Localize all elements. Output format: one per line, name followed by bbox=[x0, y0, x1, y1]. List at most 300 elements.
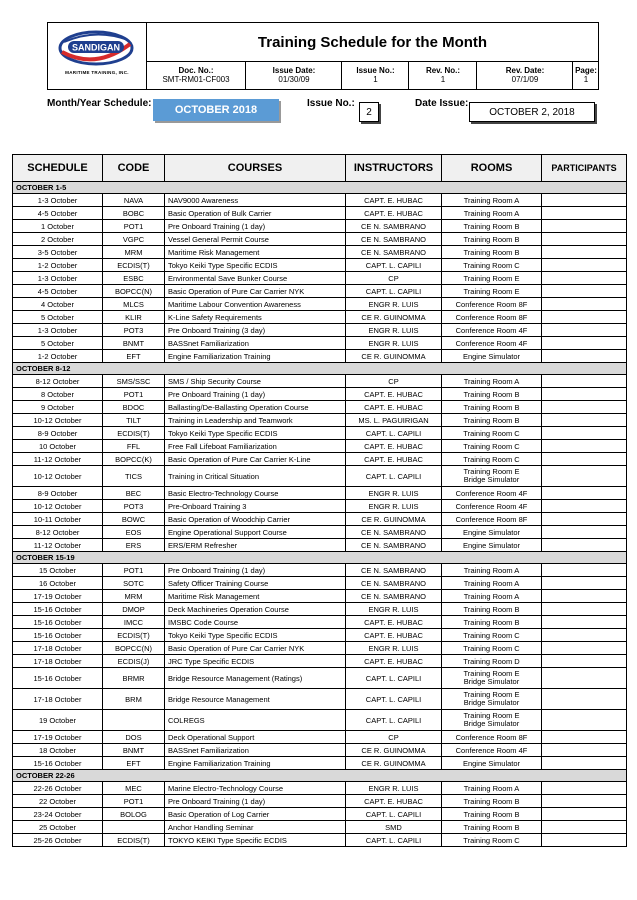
participants-cell bbox=[542, 220, 627, 233]
room-cell: Training Room A bbox=[442, 564, 542, 577]
code-cell: POT1 bbox=[103, 220, 165, 233]
instructor-cell: CE N. SAMBRANO bbox=[346, 220, 442, 233]
schedule-cell: 4 October bbox=[13, 298, 103, 311]
schedule-cell: 8 October bbox=[13, 388, 103, 401]
course-cell: Basic Electro-Technology Course bbox=[165, 487, 346, 500]
table-row bbox=[13, 808, 627, 821]
table-row bbox=[13, 539, 627, 552]
instructor-cell: ENGR R. LUIS bbox=[346, 337, 442, 350]
schedule-cell: 4-5 October bbox=[13, 207, 103, 220]
col-header-courses: COURSES bbox=[165, 155, 346, 182]
doc-meta-4 bbox=[476, 62, 573, 89]
room-cell: Training Room A bbox=[442, 194, 542, 207]
room-cell: Training Room D bbox=[442, 655, 542, 668]
room-cell: Training Room C bbox=[442, 259, 542, 272]
instructor-cell: ENGR R. LUIS bbox=[346, 642, 442, 655]
participants-cell bbox=[542, 577, 627, 590]
participants-cell bbox=[542, 401, 627, 414]
schedule-cell: 5 October bbox=[13, 311, 103, 324]
doc-meta-label: Doc. No.: bbox=[178, 66, 214, 75]
schedule-cell: 22 October bbox=[13, 795, 103, 808]
room-cell: Training Room B bbox=[442, 401, 542, 414]
instructor-cell: CAPT. E. HUBAC bbox=[346, 207, 442, 220]
schedule-cell: 15-16 October bbox=[13, 629, 103, 642]
table-row bbox=[13, 744, 627, 757]
table-row bbox=[13, 207, 627, 220]
course-cell: Training in Critical Situation bbox=[165, 466, 346, 487]
table-row bbox=[13, 616, 627, 629]
schedule-cell: 10 October bbox=[13, 440, 103, 453]
course-cell: Ballasting/De-Ballasting Operation Course bbox=[165, 401, 346, 414]
table-row bbox=[13, 629, 627, 642]
code-cell: DMOP bbox=[103, 603, 165, 616]
section-title: OCTOBER 8-12 bbox=[13, 363, 627, 375]
instructor-cell: CAPT. L. CAPILI bbox=[346, 466, 442, 487]
logo-text: SANDIGAN bbox=[71, 42, 121, 53]
course-cell: Maritime Labour Convention Awareness bbox=[165, 298, 346, 311]
doc-meta-value: 1 bbox=[583, 75, 589, 84]
doc-meta-1 bbox=[245, 62, 342, 89]
table-row bbox=[13, 311, 627, 324]
schedule-cell: 15-16 October bbox=[13, 757, 103, 770]
code-cell: BNMT bbox=[103, 337, 165, 350]
table-row bbox=[13, 564, 627, 577]
instructor-cell: CAPT. L. CAPILI bbox=[346, 668, 442, 689]
participants-cell bbox=[542, 285, 627, 298]
room-cell: Training Room B bbox=[442, 246, 542, 259]
course-cell: SMS / Ship Security Course bbox=[165, 375, 346, 388]
table-row bbox=[13, 577, 627, 590]
course-cell: Pre Onboard Training (1 day) bbox=[165, 220, 346, 233]
schedule-cell: 15-16 October bbox=[13, 603, 103, 616]
schedule-cell: 25-26 October bbox=[13, 834, 103, 847]
schedule-cell: 1-3 October bbox=[13, 324, 103, 337]
room-cell: Conference Room 4F bbox=[442, 337, 542, 350]
room-cell: Training Room B bbox=[442, 616, 542, 629]
instructor-cell: CAPT. E. HUBAC bbox=[346, 655, 442, 668]
code-cell: TILT bbox=[103, 414, 165, 427]
table-row bbox=[13, 590, 627, 603]
instructor-cell: CAPT. E. HUBAC bbox=[346, 616, 442, 629]
schedule-cell: 2 October bbox=[13, 233, 103, 246]
room-cell: Training Room C bbox=[442, 629, 542, 642]
code-cell: FFL bbox=[103, 440, 165, 453]
room-cell: Conference Room 8F bbox=[442, 311, 542, 324]
participants-cell bbox=[542, 757, 627, 770]
table-row bbox=[13, 668, 627, 689]
code-cell: ECDIS(T) bbox=[103, 834, 165, 847]
room-cell: Training Room C bbox=[442, 834, 542, 847]
table-row bbox=[13, 795, 627, 808]
room-cell: Training Room C bbox=[442, 440, 542, 453]
section-title: OCTOBER 15-19 bbox=[13, 552, 627, 564]
course-cell: Training in Leadership and Teamwork bbox=[165, 414, 346, 427]
course-cell: Pre-Onboard Training 3 bbox=[165, 500, 346, 513]
participants-cell bbox=[542, 233, 627, 246]
schedule-cell: 10-12 October bbox=[13, 500, 103, 513]
participants-cell bbox=[542, 795, 627, 808]
participants-cell bbox=[542, 350, 627, 363]
col-header-instructors: INSTRUCTORS bbox=[346, 155, 442, 182]
instructor-cell: CE N. SAMBRANO bbox=[346, 246, 442, 259]
instructor-cell: ENGR R. LUIS bbox=[346, 298, 442, 311]
schedule-cell: 10-12 October bbox=[13, 466, 103, 487]
participants-cell bbox=[542, 821, 627, 834]
participants-cell bbox=[542, 194, 627, 207]
doc-meta-value: SMT-RM01-CF003 bbox=[162, 75, 230, 84]
doc-meta-value: 01/30/09 bbox=[278, 75, 310, 84]
instructor-cell: CP bbox=[346, 272, 442, 285]
instructor-cell: CE R. GUINOMMA bbox=[346, 744, 442, 757]
code-cell: SOTC bbox=[103, 577, 165, 590]
document-header bbox=[47, 22, 599, 90]
course-cell: Engine Familiarization Training bbox=[165, 757, 346, 770]
instructor-cell: CAPT. L. CAPILI bbox=[346, 834, 442, 847]
room-cell: Training Room A bbox=[442, 375, 542, 388]
schedule-cell: 23-24 October bbox=[13, 808, 103, 821]
schedule-cell: 15-16 October bbox=[13, 616, 103, 629]
schedule-cell: 11-12 October bbox=[13, 539, 103, 552]
schedule-cell: 9 October bbox=[13, 401, 103, 414]
instructor-cell: ENGR R. LUIS bbox=[346, 487, 442, 500]
code-cell: IMCC bbox=[103, 616, 165, 629]
course-cell: K-Line Safety Requirements bbox=[165, 311, 346, 324]
participants-cell bbox=[542, 337, 627, 350]
room-cell: Training Room E bbox=[442, 285, 542, 298]
course-cell: Basic Operation of Pure Car Carrier NYK bbox=[165, 642, 346, 655]
participants-cell bbox=[542, 689, 627, 710]
col-header-schedule: SCHEDULE bbox=[13, 155, 103, 182]
table-row bbox=[13, 603, 627, 616]
room-cell: Conference Room 8F bbox=[442, 731, 542, 744]
code-cell: EFT bbox=[103, 350, 165, 363]
col-header-rooms: ROOMS bbox=[442, 155, 542, 182]
col-header-participants: PARTICIPANTS bbox=[542, 155, 627, 182]
schedule-cell: 8-12 October bbox=[13, 375, 103, 388]
code-cell: EOS bbox=[103, 526, 165, 539]
code-cell: EFT bbox=[103, 757, 165, 770]
code-cell: VGPC bbox=[103, 233, 165, 246]
section-header-row bbox=[13, 770, 627, 782]
instructor-cell: CAPT. E. HUBAC bbox=[346, 401, 442, 414]
course-cell: Pre Onboard Training (3 day) bbox=[165, 324, 346, 337]
participants-cell bbox=[542, 487, 627, 500]
code-cell: ECDIS(J) bbox=[103, 655, 165, 668]
table-row bbox=[13, 427, 627, 440]
room-cell: Training Room B bbox=[442, 603, 542, 616]
instructor-cell: MS. L. PAGUIRIGAN bbox=[346, 414, 442, 427]
instructor-cell: CE N. SAMBRANO bbox=[346, 590, 442, 603]
doc-meta-value: 1 bbox=[373, 75, 378, 84]
table-row bbox=[13, 757, 627, 770]
room-cell: Conference Room 8F bbox=[442, 513, 542, 526]
participants-cell bbox=[542, 590, 627, 603]
course-cell: Maritime Risk Management bbox=[165, 590, 346, 603]
participants-cell bbox=[542, 668, 627, 689]
table-row bbox=[13, 782, 627, 795]
course-cell: Pre Onboard Training (1 day) bbox=[165, 795, 346, 808]
code-cell: TICS bbox=[103, 466, 165, 487]
course-cell: COLREGS bbox=[165, 710, 346, 731]
instructor-cell: CAPT. L. CAPILI bbox=[346, 710, 442, 731]
table-row bbox=[13, 710, 627, 731]
date-issue-value: OCTOBER 2, 2018 bbox=[469, 102, 595, 122]
participants-cell bbox=[542, 603, 627, 616]
doc-meta-5 bbox=[572, 62, 599, 89]
schedule-cell: 17-19 October bbox=[13, 590, 103, 603]
instructor-cell: CE N. SAMBRANO bbox=[346, 526, 442, 539]
table-row bbox=[13, 233, 627, 246]
room-cell: Training Room A bbox=[442, 590, 542, 603]
course-cell: Engine Operational Support Course bbox=[165, 526, 346, 539]
room-cell: Training Room E bbox=[442, 272, 542, 285]
sandigan-logo-icon bbox=[58, 30, 134, 66]
room-cell: Training Room A bbox=[442, 782, 542, 795]
doc-meta-0 bbox=[147, 62, 245, 89]
schedule-cell: 1-2 October bbox=[13, 259, 103, 272]
course-cell: Tokyo Keiki Type Specific ECDIS bbox=[165, 629, 346, 642]
doc-meta-label: Issue No.: bbox=[356, 66, 395, 75]
logo-cell bbox=[48, 23, 147, 89]
code-cell: BOPCC(K) bbox=[103, 453, 165, 466]
room-cell: Training Room A bbox=[442, 577, 542, 590]
table-row bbox=[13, 414, 627, 427]
instructor-cell: CE R. GUINOMMA bbox=[346, 757, 442, 770]
code-cell: ESBC bbox=[103, 272, 165, 285]
room-cell: Engine Simulator bbox=[442, 526, 542, 539]
doc-meta-value: 1 bbox=[440, 75, 446, 84]
course-cell: Environmental Save Bunker Course bbox=[165, 272, 346, 285]
course-cell: Deck Operational Support bbox=[165, 731, 346, 744]
schedule-cell: 8-9 October bbox=[13, 487, 103, 500]
participants-cell bbox=[542, 616, 627, 629]
room-cell: Conference Room 4F bbox=[442, 324, 542, 337]
code-cell: BOPCC(N) bbox=[103, 285, 165, 298]
table-row bbox=[13, 834, 627, 847]
code-cell: NAVA bbox=[103, 194, 165, 207]
doc-meta-2 bbox=[341, 62, 409, 89]
room-cell: Training Room B bbox=[442, 388, 542, 401]
section-title: OCTOBER 22-26 bbox=[13, 770, 627, 782]
code-cell: ECDIS(T) bbox=[103, 427, 165, 440]
schedule-cell: 17-18 October bbox=[13, 655, 103, 668]
table-row bbox=[13, 731, 627, 744]
course-cell: Maritime Risk Management bbox=[165, 246, 346, 259]
room-cell: Training Room C bbox=[442, 427, 542, 440]
table-row bbox=[13, 375, 627, 388]
instructor-cell: CAPT. L. CAPILI bbox=[346, 285, 442, 298]
table-row bbox=[13, 337, 627, 350]
instructor-cell: CE R. GUINOMMA bbox=[346, 513, 442, 526]
participants-cell bbox=[542, 782, 627, 795]
doc-meta-label: Rev. Date: bbox=[505, 66, 545, 75]
table-row bbox=[13, 642, 627, 655]
table-row bbox=[13, 689, 627, 710]
room-cell: Training Room B bbox=[442, 233, 542, 246]
room-cell: Engine Simulator bbox=[442, 539, 542, 552]
participants-cell bbox=[542, 808, 627, 821]
instructor-cell: CAPT. E. HUBAC bbox=[346, 629, 442, 642]
room-cell: Training Room E Bridge Simulator bbox=[442, 668, 542, 689]
participants-cell bbox=[542, 629, 627, 642]
participants-cell bbox=[542, 655, 627, 668]
code-cell: BNMT bbox=[103, 744, 165, 757]
schedule-cell: 18 October bbox=[13, 744, 103, 757]
schedule-cell: 1-2 October bbox=[13, 350, 103, 363]
course-cell: Basic Operation of Woodchip Carrier bbox=[165, 513, 346, 526]
code-cell: SMS/SSC bbox=[103, 375, 165, 388]
instructor-cell: CAPT. E. HUBAC bbox=[346, 453, 442, 466]
course-cell: BASSnet Familiarization bbox=[165, 744, 346, 757]
instructor-cell: SMD bbox=[346, 821, 442, 834]
code-cell: KLIR bbox=[103, 311, 165, 324]
room-cell: Training Room E Bridge Simulator bbox=[442, 466, 542, 487]
course-cell: Bridge Resource Management bbox=[165, 689, 346, 710]
participants-cell bbox=[542, 388, 627, 401]
table-row bbox=[13, 298, 627, 311]
participants-cell bbox=[542, 259, 627, 272]
table-row bbox=[13, 272, 627, 285]
schedule-cell: 22-26 October bbox=[13, 782, 103, 795]
table-row bbox=[13, 513, 627, 526]
issue-no-value: 2 bbox=[359, 102, 379, 122]
participants-cell bbox=[542, 207, 627, 220]
code-cell bbox=[103, 710, 165, 731]
course-cell: Marine Electro-Technology Course bbox=[165, 782, 346, 795]
schedule-cell: 8-9 October bbox=[13, 427, 103, 440]
logo-subtitle: MARITIME TRAINING, INC. bbox=[65, 70, 129, 75]
instructor-cell: CAPT. L. CAPILI bbox=[346, 689, 442, 710]
code-cell: MEC bbox=[103, 782, 165, 795]
schedule-cell: 1-3 October bbox=[13, 194, 103, 207]
schedule-cell: 4-5 October bbox=[13, 285, 103, 298]
course-cell: Pre Onboard Training (1 day) bbox=[165, 388, 346, 401]
participants-cell bbox=[542, 526, 627, 539]
instructor-cell: CAPT. L. CAPILI bbox=[346, 259, 442, 272]
schedule-cell: 16 October bbox=[13, 577, 103, 590]
table-row bbox=[13, 220, 627, 233]
instructor-cell: CE N. SAMBRANO bbox=[346, 233, 442, 246]
doc-meta-3 bbox=[408, 62, 477, 89]
participants-cell bbox=[542, 246, 627, 259]
section-header-row bbox=[13, 552, 627, 564]
schedule-cell: 17-18 October bbox=[13, 642, 103, 655]
room-cell: Conference Room 4F bbox=[442, 744, 542, 757]
participants-cell bbox=[542, 324, 627, 337]
course-cell: Pre Onboard Training (1 day) bbox=[165, 564, 346, 577]
code-cell: BOLOG bbox=[103, 808, 165, 821]
participants-cell bbox=[542, 539, 627, 552]
course-cell: Free Fall Lifeboat Familiarization bbox=[165, 440, 346, 453]
instructor-cell: CAPT. E. HUBAC bbox=[346, 388, 442, 401]
schedule-cell: 17-19 October bbox=[13, 731, 103, 744]
course-cell: Anchor Handling Seminar bbox=[165, 821, 346, 834]
course-cell: ERS/ERM Refresher bbox=[165, 539, 346, 552]
course-cell: Bridge Resource Management (Ratings) bbox=[165, 668, 346, 689]
participants-cell bbox=[542, 272, 627, 285]
room-cell: Conference Room 4F bbox=[442, 487, 542, 500]
code-cell: MRM bbox=[103, 590, 165, 603]
code-cell: POT3 bbox=[103, 324, 165, 337]
doc-meta-value: 07/1/09 bbox=[511, 75, 539, 84]
section-title: OCTOBER 1-5 bbox=[13, 182, 627, 194]
participants-cell bbox=[542, 500, 627, 513]
course-cell: Engine Familiarization Training bbox=[165, 350, 346, 363]
participants-cell bbox=[542, 414, 627, 427]
section-header-row bbox=[13, 363, 627, 375]
instructor-cell: ENGR R. LUIS bbox=[346, 324, 442, 337]
course-cell: TOKYO KEIKI Type Specific ECDIS bbox=[165, 834, 346, 847]
schedule-cell: 15 October bbox=[13, 564, 103, 577]
table-row bbox=[13, 285, 627, 298]
schedule-cell: 1 October bbox=[13, 220, 103, 233]
schedule-cell: 5 October bbox=[13, 337, 103, 350]
room-cell: Training Room A bbox=[442, 207, 542, 220]
schedule-cell: 10-11 October bbox=[13, 513, 103, 526]
participants-cell bbox=[542, 453, 627, 466]
participants-cell bbox=[542, 731, 627, 744]
month-year-label: Month/Year Schedule: bbox=[47, 98, 152, 109]
instructor-cell: CAPT. E. HUBAC bbox=[346, 194, 442, 207]
page-title: Training Schedule for the Month bbox=[147, 23, 598, 62]
participants-cell bbox=[542, 710, 627, 731]
course-cell: JRC Type Specific ECDIS bbox=[165, 655, 346, 668]
table-row bbox=[13, 388, 627, 401]
room-cell: Conference Room 4F bbox=[442, 500, 542, 513]
instructor-cell: CAPT. L. CAPILI bbox=[346, 808, 442, 821]
schedule-cell: 11-12 October bbox=[13, 453, 103, 466]
participants-cell bbox=[542, 466, 627, 487]
course-cell: Safety Officer Training Course bbox=[165, 577, 346, 590]
code-cell: BOWC bbox=[103, 513, 165, 526]
participants-cell bbox=[542, 834, 627, 847]
table-row bbox=[13, 526, 627, 539]
room-cell: Training Room E Bridge Simulator bbox=[442, 689, 542, 710]
participants-cell bbox=[542, 427, 627, 440]
participants-cell bbox=[542, 375, 627, 388]
table-row bbox=[13, 194, 627, 207]
room-cell: Training Room B bbox=[442, 795, 542, 808]
room-cell: Training Room C bbox=[442, 642, 542, 655]
course-cell: BASSnet Familiarization bbox=[165, 337, 346, 350]
participants-cell bbox=[542, 744, 627, 757]
instructor-cell: ENGR R. LUIS bbox=[346, 782, 442, 795]
table-row bbox=[13, 401, 627, 414]
code-cell: ECDIS(T) bbox=[103, 259, 165, 272]
table-row bbox=[13, 246, 627, 259]
code-cell: POT1 bbox=[103, 564, 165, 577]
participants-cell bbox=[542, 311, 627, 324]
schedule-cell: 17-18 October bbox=[13, 689, 103, 710]
instructor-cell: CP bbox=[346, 731, 442, 744]
course-cell: Tokyo Keiki Type Specific ECDIS bbox=[165, 259, 346, 272]
course-cell: Basic Operation of Log Carrier bbox=[165, 808, 346, 821]
instructor-cell: CE N. SAMBRANO bbox=[346, 539, 442, 552]
room-cell: Engine Simulator bbox=[442, 350, 542, 363]
table-row bbox=[13, 821, 627, 834]
room-cell: Engine Simulator bbox=[442, 757, 542, 770]
course-cell: Basic Operation of Bulk Carrier bbox=[165, 207, 346, 220]
course-cell: Deck Machineries Operation Course bbox=[165, 603, 346, 616]
schedule-cell: 10-12 October bbox=[13, 414, 103, 427]
code-cell: ERS bbox=[103, 539, 165, 552]
month-year-value: OCTOBER 2018 bbox=[153, 99, 279, 121]
code-cell: MRM bbox=[103, 246, 165, 259]
schedule-cell: 3-5 October bbox=[13, 246, 103, 259]
schedule-table bbox=[12, 154, 627, 847]
room-cell: Training Room E Bridge Simulator bbox=[442, 710, 542, 731]
table-row bbox=[13, 350, 627, 363]
